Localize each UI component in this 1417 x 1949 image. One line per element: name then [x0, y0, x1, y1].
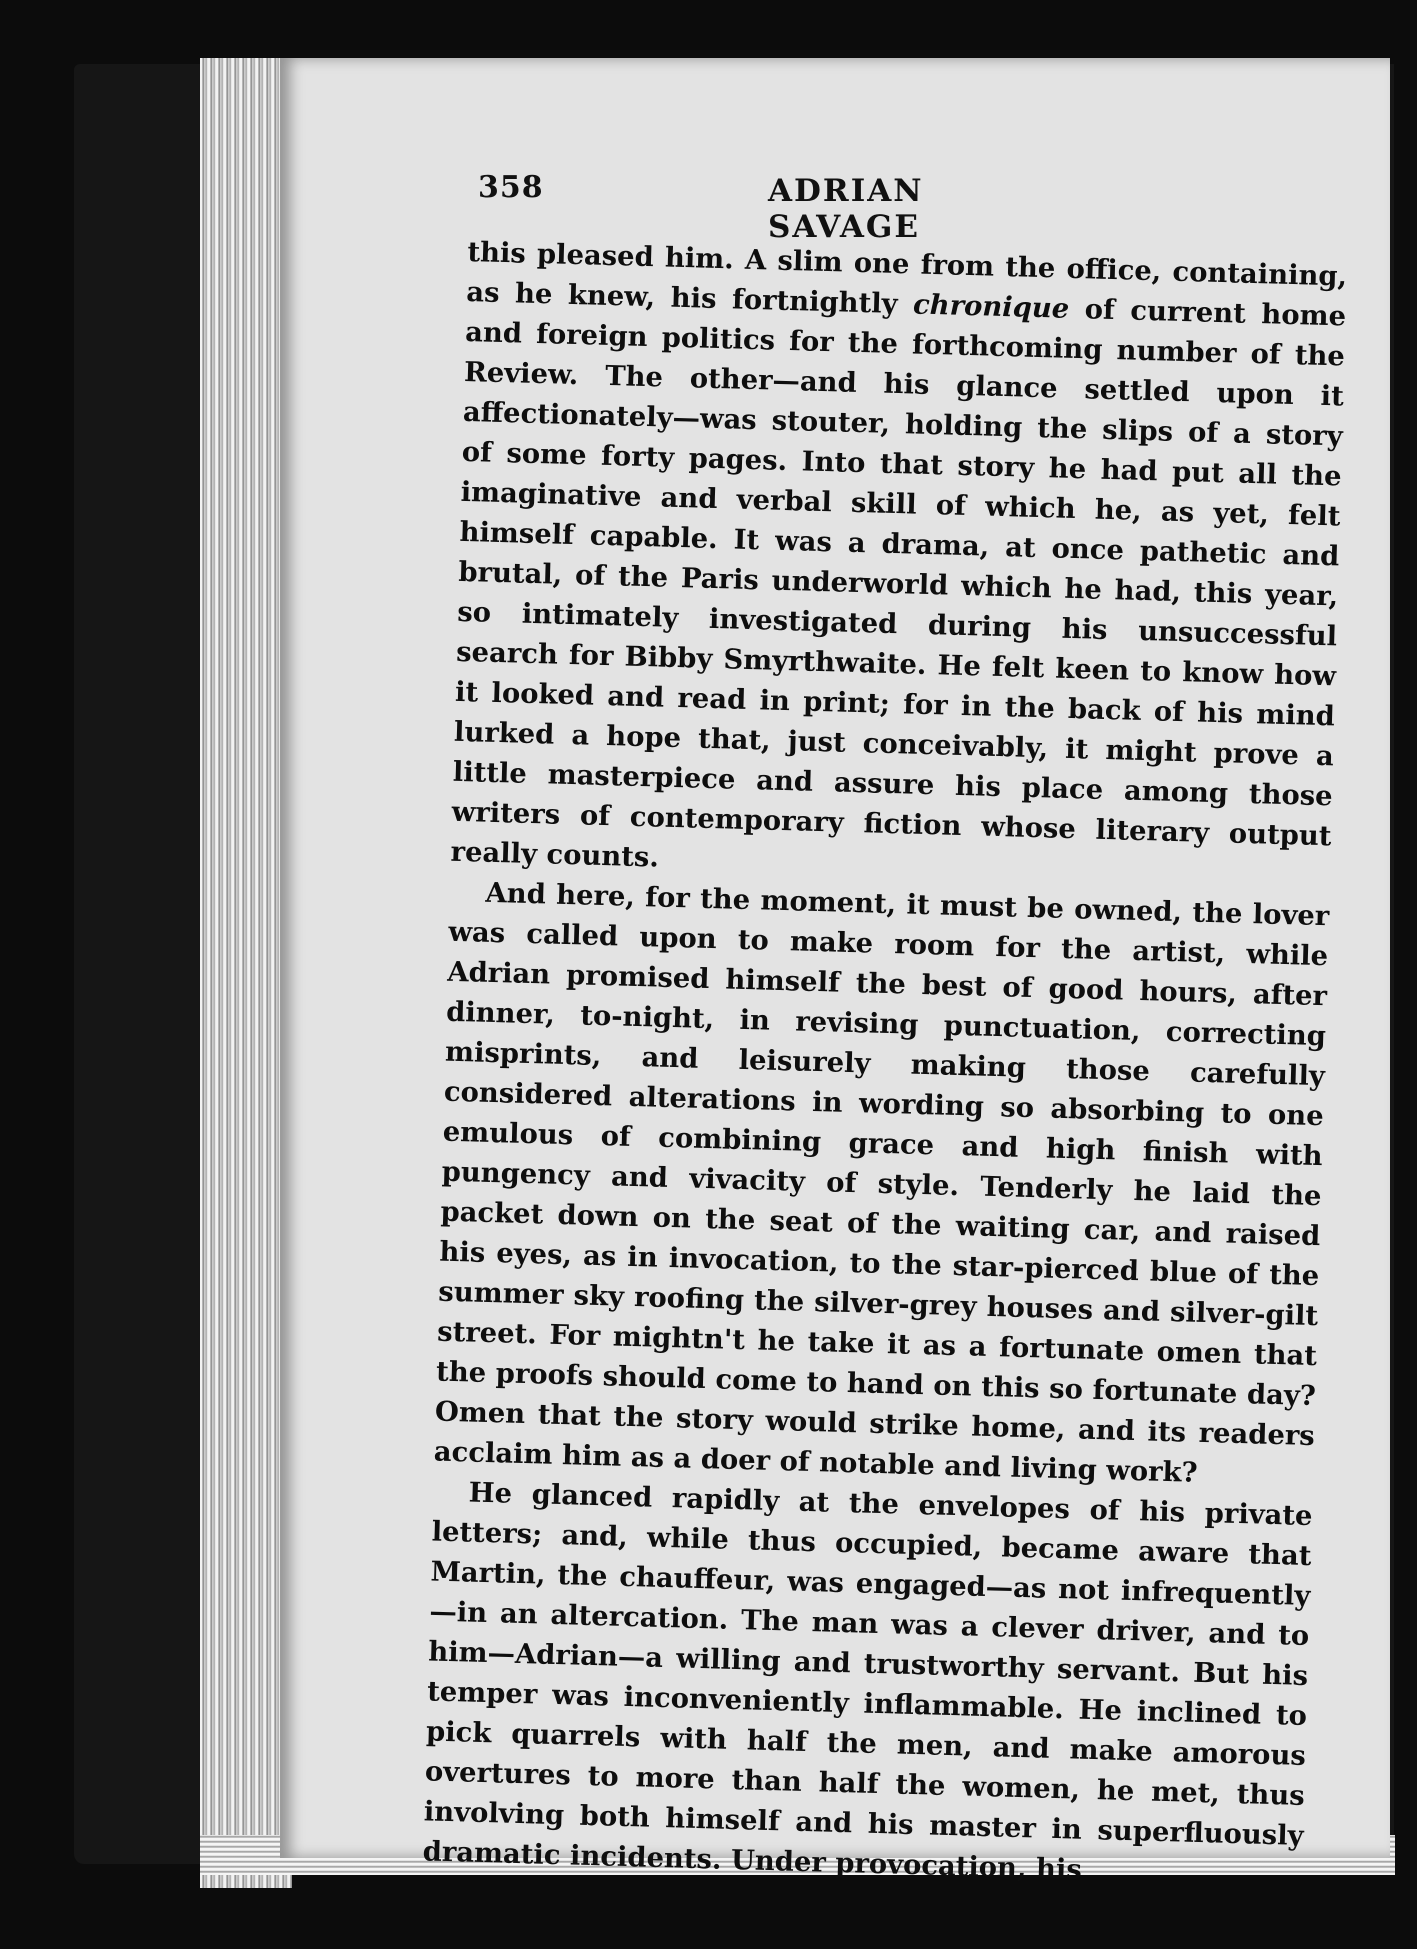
- body-text: [422, 232, 1347, 1896]
- page-edges: [200, 58, 292, 1888]
- running-title: ADRIAN SAVAGE: [768, 173, 924, 245]
- italic-word: chronique: [912, 288, 1070, 325]
- paragraph-1-rest: of current home and foreign politics for the forthcoming number of the Review. The other—and his glance settled upon it affectionately—was stouter, holding the slips of a story of some forty pages. Into that story he had put all the imaginative and verbal skill of which he, as yet, felt himself capable. It was a drama, at once pathetic and brutal, of the Paris underworld which he had, this year, so intimately investigated during his unsuccessful search for Bibby Smyrthwaite. He felt keen to know how it looked and read in print; for in the back of his mind lurked a hope that, just conceivably, it might prove a little masterpiece and assure his place among those writers of contemporary fiction whose literary output really counts.: [450, 292, 1347, 874]
- page-header: [478, 170, 1068, 245]
- paragraph-1: [450, 232, 1348, 896]
- paragraph-2: And here, for the moment, it must be owned, the lover was called upon to make room for the artist, while Adrian promised himself the best of good hours, after dinner, to-night, in revising punctuation, correcting misprints, and leisurely making those carefully considered alterations in wording so absorbing to one emulous of combining grace and high finish with pungency and vivacity of style. Tenderly he laid the packet down on the seat of the waiting car, and raised his eyes, as in invocation, to the star-pierced blue of the summer sky roofing the silver-grey houses and silver-gilt street. For mightn't he take it as a fortunate omen that the proofs should come to hand on this so fortunate day? Omen that the story would strike home, and its readers acclaim him as a doer of notable and living work?: [433, 876, 1330, 1489]
- paragraph-1-start: this pleased him. A slim one from the office, containing, as he knew, his fortnightly: [465, 235, 1348, 321]
- page-number: 358: [478, 170, 544, 205]
- paragraph-3: He glanced rapidly at the envelopes of his private letters; and, while thus occupied, became aware that Martin, the chauffeur, was engaged—as not infrequently—in an altercation. The man was a clever driver, and to him—Adrian—a willing and trustworthy servant. But his temper was inconveniently inflammable. He inclined to pick quarrels with half the men, and make amorous overtures to more than half the women, he met, thus involving both himself and his master in superfluously dramatic incidents. Under provocation, his: [422, 1476, 1313, 1886]
